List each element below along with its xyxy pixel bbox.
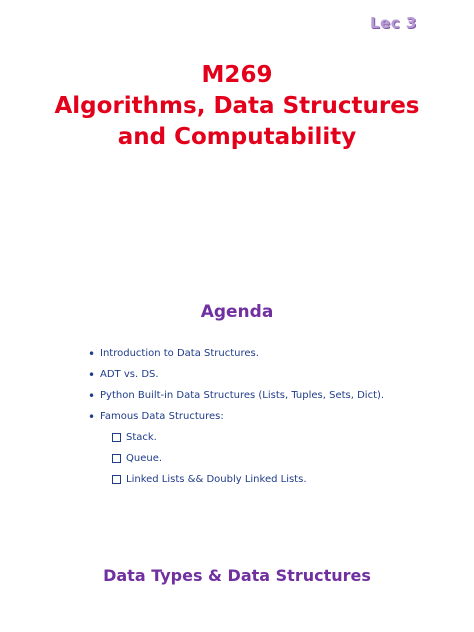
agenda-item-label: Famous Data Structures:: [100, 411, 224, 422]
agenda-item-label: Introduction to Data Structures.: [100, 348, 259, 359]
lecture-badge: Lec 3: [370, 14, 417, 32]
agenda-item: [88, 367, 458, 388]
agenda-item: [88, 388, 458, 409]
course-code: M269: [201, 62, 273, 88]
bullet-icon: •: [88, 368, 96, 382]
bullet-icon: •: [88, 389, 96, 403]
bullet-icon: •: [88, 347, 96, 361]
agenda-sub-item: [88, 472, 458, 493]
checkbox-icon: [112, 454, 121, 463]
agenda-sub-list: [88, 430, 458, 493]
agenda-item-label: ADT vs. DS.: [100, 369, 159, 380]
agenda-sub-list-wrapper: [88, 430, 458, 493]
agenda-heading: Agenda: [200, 302, 274, 322]
section-heading: Data Types & Data Structures: [103, 566, 371, 585]
checkbox-icon: [112, 475, 121, 484]
agenda-sub-item: [88, 451, 458, 472]
agenda-sub-item-label: Stack.: [126, 432, 157, 443]
page-title: [0, 60, 474, 153]
bullet-icon: •: [88, 410, 96, 424]
checkbox-icon: [112, 433, 121, 442]
agenda-item: [88, 409, 458, 430]
agenda-item: [88, 346, 458, 367]
agenda-list: [88, 346, 458, 493]
agenda-item-label: Python Built-in Data Structures (Lists, Tuples, Sets, Dict).: [100, 390, 385, 401]
agenda-sub-item-label: Linked Lists && Doubly Linked Lists.: [126, 474, 307, 485]
course-title-line-2: and Computability: [117, 124, 357, 150]
agenda-sub-item-label: Queue.: [126, 453, 163, 464]
agenda-sub-item: [88, 430, 458, 451]
course-title-line-1: Algorithms, Data Structures: [54, 93, 420, 119]
